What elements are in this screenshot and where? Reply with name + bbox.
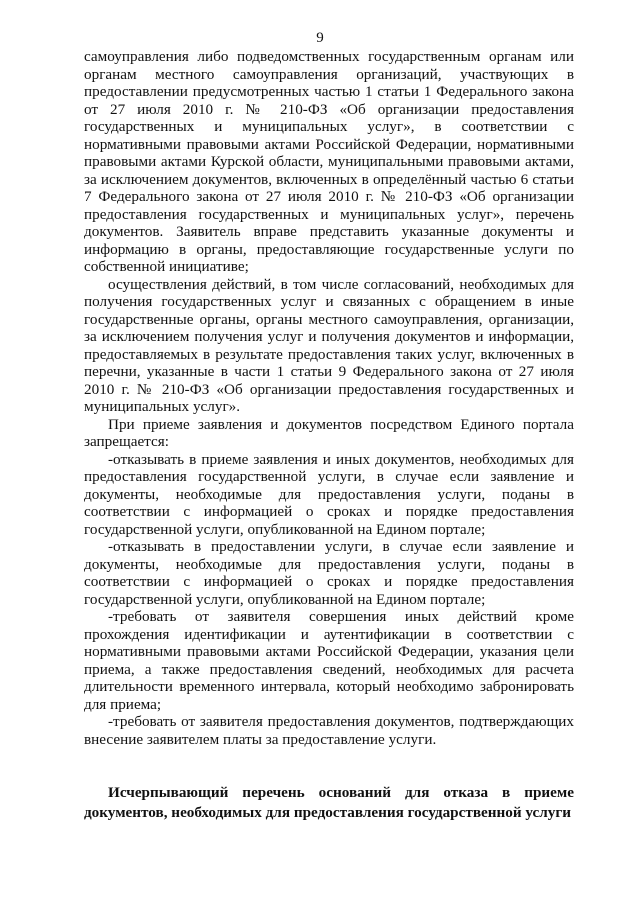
- document-body: [84, 48, 574, 748]
- list-item-refuse-service: -отказывать в предоставлении услуги, в случае если заявление и документы, необходимые для предоставления услуги, поданы в соответствии с информацией о сроках и порядке предоставления государственной услуги, опубликованной на Едином портале;: [84, 538, 574, 608]
- section-heading: Исчерпывающий перечень оснований для отказа в приеме документов, необходимых для предоставления государственной услуги: [84, 784, 574, 821]
- list-item-require-actions: -требовать от заявителя совершения иных действий кроме прохождения идентификации и аутентификации в соответствии с нормативными правовыми актами Российской Федерации, указания цели приема, а также предоставления сведений, необходимых для расчета длительности временного интервала, который необходимо забронировать для приема;: [84, 608, 574, 713]
- paragraph-portal-prohibitions-intro: При приеме заявления и документов посредством Единого портала запрещается:: [84, 415, 574, 450]
- paragraph-continuation: самоуправления либо подведомственных государственным органам или органам местного самоуправления организаций, участвующих в предоставлении предусмотренных частью 1 статьи 1 Федерального закона от 27 июля 2010 г. № 210-ФЗ «Об организации предоставления государственных и муниципальных услуг», в соответствии с нормативными правовыми актами Российской Федерации, нормативными правовыми актами Курской области, муниципальными правовыми актами, за исключением документов, включенных в определённый частью 6 статьи 7 Федерального закона от 27 июля 2010 г. № 210-ФЗ «Об организации предоставления государственных и муниципальных услуг», перечень документов. Заявитель вправе представить указанные документы и информацию в органы, предоставляющие государственные услуги по собственной инициативе;: [84, 48, 574, 275]
- list-item-refuse-acceptance: -отказывать в приеме заявления и иных документов, необходимых для предоставления государственной услуги, в случае если заявление и документы, необходимые для предоставления услуги, поданы в соответствии с информацией о сроках и порядке предоставления государственной услуги, опубликованной на Едином портале;: [84, 450, 574, 538]
- list-item-require-documents: -требовать от заявителя предоставления документов, подтверждающих внесение заявителем платы за предоставление услуги.: [84, 713, 574, 748]
- paragraph-actions: осуществления действий, в том числе согласований, необходимых для получения государственных услуг и связанных с обращением в иные государственные органы, органы местного самоуправления, организации, за исключением получения услуг и получения документов и информации, предоставляемых в результате предоставления таких услуг, включенных в перечни, указанные в части 1 статьи 9 Федерального закона от 27 июля 2010 г. № 210-ФЗ «Об организации предоставления государственных и муниципальных услуг».: [84, 275, 574, 415]
- page-number: 9: [316, 30, 324, 46]
